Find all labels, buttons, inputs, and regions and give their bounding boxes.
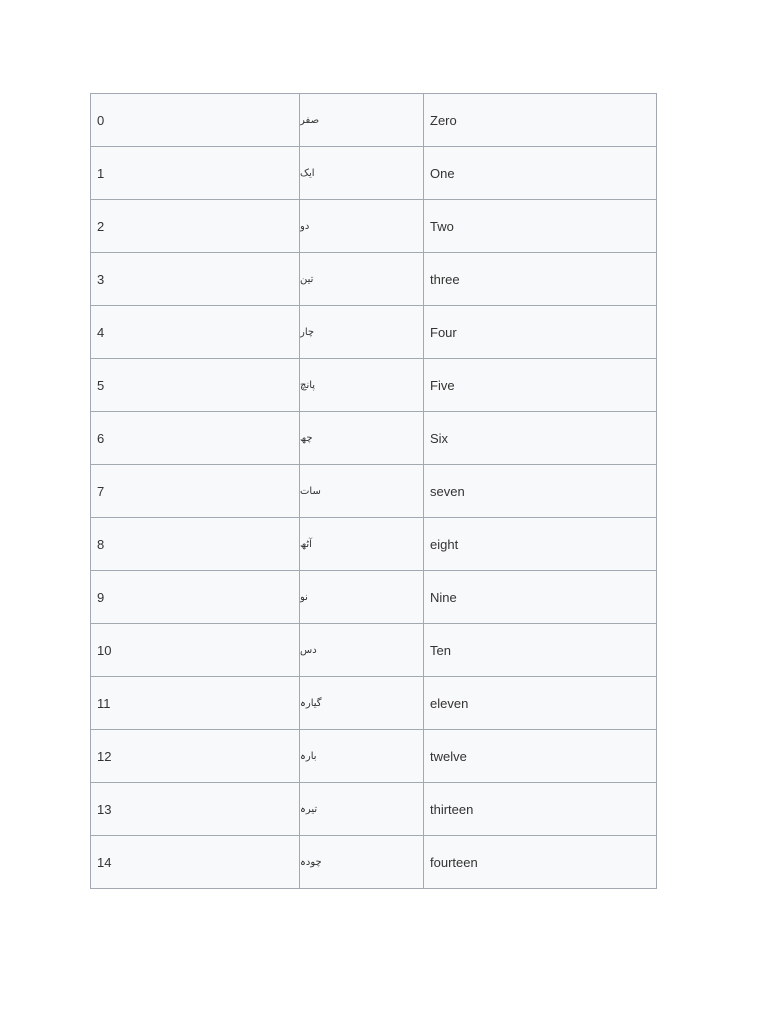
urdu-word: صفر (300, 114, 320, 126)
english-word-cell: Ten (424, 624, 657, 677)
number-cell: 2 (91, 200, 300, 253)
numbers-table-body (91, 94, 657, 889)
number-cell: 1 (91, 147, 300, 200)
table-row (91, 571, 657, 624)
urdu-word-cell (300, 624, 424, 677)
english-word-cell: Five (424, 359, 657, 412)
urdu-word: سات (300, 485, 321, 497)
table-row (91, 730, 657, 783)
english-word-cell: thirteen (424, 783, 657, 836)
urdu-word: پانچ (300, 379, 316, 391)
english-word-cell: twelve (424, 730, 657, 783)
urdu-word-cell (300, 147, 424, 200)
number-cell: 5 (91, 359, 300, 412)
number-cell: 11 (91, 677, 300, 730)
english-word-cell: seven (424, 465, 657, 518)
urdu-word-cell (300, 465, 424, 518)
table-row (91, 412, 657, 465)
number-cell: 4 (91, 306, 300, 359)
urdu-word-cell (300, 730, 424, 783)
table-row (91, 836, 657, 889)
number-cell: 7 (91, 465, 300, 518)
table-row (91, 518, 657, 571)
number-cell: 6 (91, 412, 300, 465)
number-cell: 8 (91, 518, 300, 571)
number-cell: 3 (91, 253, 300, 306)
table-row (91, 306, 657, 359)
english-word-cell: three (424, 253, 657, 306)
urdu-word: تین (300, 273, 314, 285)
table-row (91, 147, 657, 200)
urdu-word-cell (300, 94, 424, 147)
urdu-word: تیرہ (300, 803, 318, 815)
english-word-cell: One (424, 147, 657, 200)
urdu-word-cell (300, 677, 424, 730)
english-word-cell: Six (424, 412, 657, 465)
urdu-word: آٹھ (300, 538, 312, 550)
urdu-word: چھ (300, 432, 313, 444)
number-cell: 0 (91, 94, 300, 147)
table-row (91, 359, 657, 412)
number-cell: 9 (91, 571, 300, 624)
number-cell: 13 (91, 783, 300, 836)
numbers-table (90, 93, 657, 889)
urdu-word: نو (300, 591, 308, 603)
table-row (91, 200, 657, 253)
urdu-word: چار (300, 326, 315, 338)
english-word-cell: Four (424, 306, 657, 359)
table-row (91, 624, 657, 677)
number-cell: 10 (91, 624, 300, 677)
urdu-word-cell (300, 359, 424, 412)
english-word-cell: eleven (424, 677, 657, 730)
table-row (91, 465, 657, 518)
urdu-word: بارہ (300, 750, 317, 762)
urdu-word: ایک (300, 167, 315, 179)
urdu-word-cell (300, 412, 424, 465)
urdu-word: گیارہ (300, 697, 322, 709)
english-word-cell: Two (424, 200, 657, 253)
urdu-word-cell (300, 518, 424, 571)
english-word-cell: eight (424, 518, 657, 571)
urdu-word-cell (300, 200, 424, 253)
table-row (91, 783, 657, 836)
english-word-cell: fourteen (424, 836, 657, 889)
urdu-word-cell (300, 306, 424, 359)
table-row (91, 677, 657, 730)
urdu-word-cell (300, 253, 424, 306)
urdu-word: دس (300, 644, 317, 656)
table-row (91, 253, 657, 306)
english-word-cell: Zero (424, 94, 657, 147)
urdu-word: دو (300, 220, 310, 232)
urdu-word-cell (300, 571, 424, 624)
table-row (91, 94, 657, 147)
numbers-table-container (90, 93, 656, 889)
urdu-word-cell (300, 783, 424, 836)
number-cell: 12 (91, 730, 300, 783)
urdu-word: چودہ (300, 856, 322, 868)
english-word-cell: Nine (424, 571, 657, 624)
number-cell: 14 (91, 836, 300, 889)
urdu-word-cell (300, 836, 424, 889)
